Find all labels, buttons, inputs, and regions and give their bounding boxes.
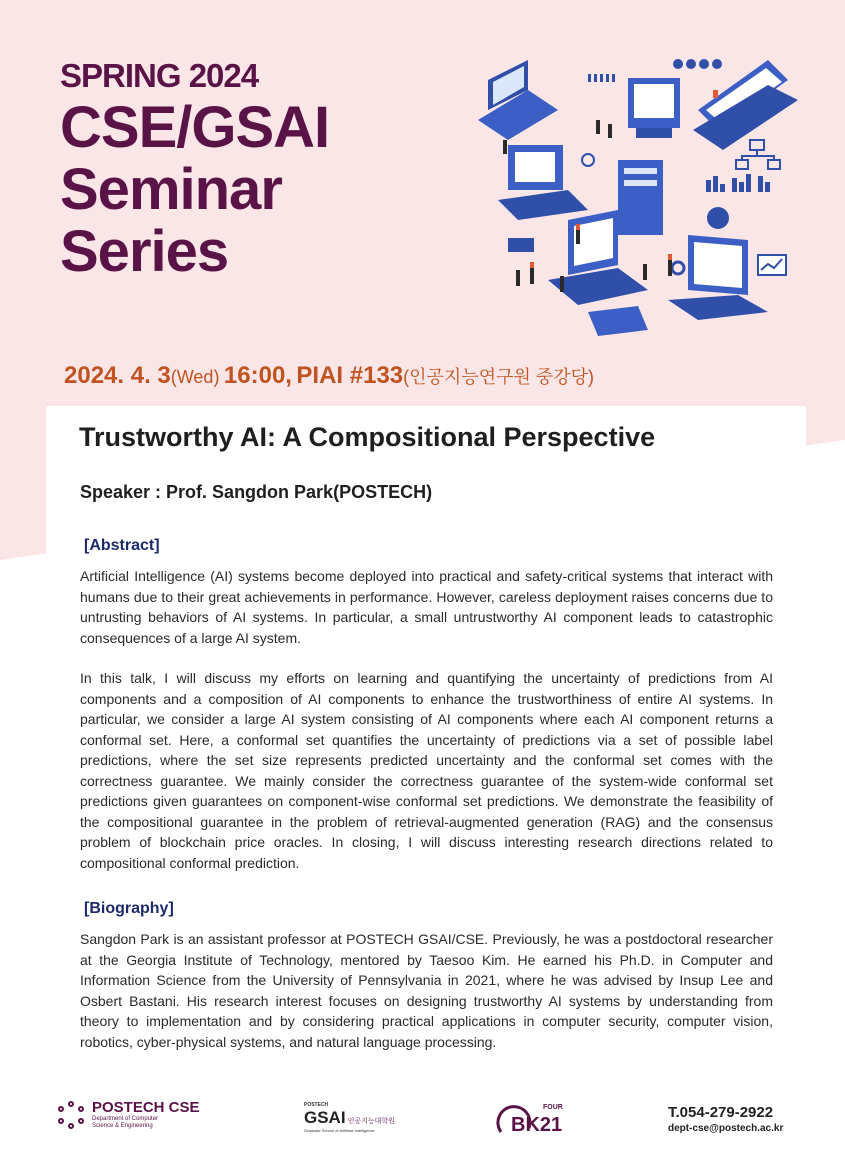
bk-four: FOUR: [543, 1104, 563, 1111]
biography-paragraph: Sangdon Park is an assistant professor at POSTECH GSAI/CSE. Previously, he was a postdoctoral researcher at the Georgia Institute of Technology, mentored by Taesoo Kim. He earned his Ph.D. in Computer and Information Science from the University of Pennsylvania in 2021, where he was advised by Insup Lee and Osbert Bastani. His research interest focuses on designing trustworthy AI systems by understanding from theory to implementation and by considering practical applications in computer security, computer vision, robotics, cyber-physical systems, and natural language processing.: [80, 931, 773, 1050]
title-seminar: Seminar: [60, 157, 282, 222]
title-season: SPRING 2024: [60, 57, 259, 94]
laptop-icon: [668, 235, 768, 320]
info-icon: [707, 207, 729, 229]
people-icon: [588, 74, 615, 82]
talk-title: Trustworthy AI: A Compositional Perspective: [79, 422, 656, 452]
bk-name: BK21: [511, 1114, 563, 1136]
contact-info: [668, 1104, 783, 1134]
gsai-logo: [304, 1102, 395, 1133]
gear-icon: [672, 262, 684, 274]
bar-chart-icons: [706, 174, 770, 192]
event-date-location: [64, 362, 594, 390]
title-series: Series: [60, 219, 229, 284]
cse-sub-1: Department of Computer: [92, 1116, 159, 1122]
laptop-icon: [693, 60, 798, 150]
cse-name: POSTECH CSE: [92, 1099, 200, 1116]
seminar-series-title: [60, 56, 329, 282]
chip-icon: [508, 238, 534, 252]
event-weekday: (Wed): [170, 367, 220, 387]
server-tower-icon: [618, 160, 663, 235]
title-dept: CSE/GSAI: [60, 95, 330, 160]
event-time: 16:00,: [223, 362, 292, 389]
lightbulb-icon: [582, 154, 594, 166]
gsai-small: POSTECH: [304, 1102, 329, 1108]
biography-heading: [Biography]: [84, 900, 174, 917]
event-room-desc: (인공지능연구원 중강당): [403, 367, 595, 387]
computers-network-illustration: [468, 50, 798, 340]
abstract-paragraph-2: In this talk, I will discuss my efforts on learning and quantifying the uncertainty of predictions from AI components and a composition of AI components to enhance the trustworthiness of entire AI systems. In particular, we consider a large AI system consisting of AI components where each AI component returns a conformal set. Here, a conformal set quantifies the uncertainty of predictions via a set of possible label predictions, where the set size represents predicted uncertainty and the conformal set comes with the correctness guarantee. We mainly consider the correctness guarantee of the system-wide conformal set predictions given guarantees on component-wise conformal set predictions. We demonstrate the feasibility of the compositional guarantee in the problem of retrieval-augmented generation (RAG) and the consensus problem of blockchain price oracles. In closing, I will discuss interesting research directions related to compositional conformal prediction.: [80, 670, 773, 871]
gsai-kr: 인공지능대학원: [347, 1118, 395, 1125]
pie-chart-icons: [673, 59, 722, 69]
computer-icon: [498, 145, 588, 220]
laptop-icon: [478, 60, 558, 140]
monitor-icon: [628, 78, 680, 138]
speaker: Speaker : Prof. Sangdon Park(POSTECH): [80, 482, 433, 502]
cse-sub-2: Science & Engineering: [92, 1123, 153, 1129]
contact-phone: T.054-279-2922: [668, 1104, 774, 1121]
abstract-paragraph-1: Artificial Intelligence (AI) systems become deployed into practical and safety-critical systems that interact with humans due to their great achievements in performance. However, careless deployment raises concerns due to untrusting behaviors of AI systems. In particular, a small untrustworthy AI component leads to catastrophic consequences of a large AI system.: [80, 568, 773, 646]
line-chart-icon: [758, 255, 786, 275]
postech-emblem-icon: [56, 1100, 86, 1130]
network-diagram-icon: [736, 140, 780, 169]
event-room: PIAI #133: [296, 362, 404, 389]
postech-cse-logo: [56, 1100, 200, 1130]
tablet-icon: [588, 306, 648, 336]
bk21-four-logo: [495, 1100, 575, 1141]
gsai-sub: Graduate School of Artificial Intelligence: [304, 1128, 375, 1133]
abstract-heading: [Abstract]: [84, 537, 160, 554]
event-date: 2024. 4. 3: [64, 362, 171, 389]
gsai-name: GSAI: [304, 1108, 346, 1127]
contact-email[interactable]: dept-cse@postech.ac.kr: [668, 1123, 784, 1134]
